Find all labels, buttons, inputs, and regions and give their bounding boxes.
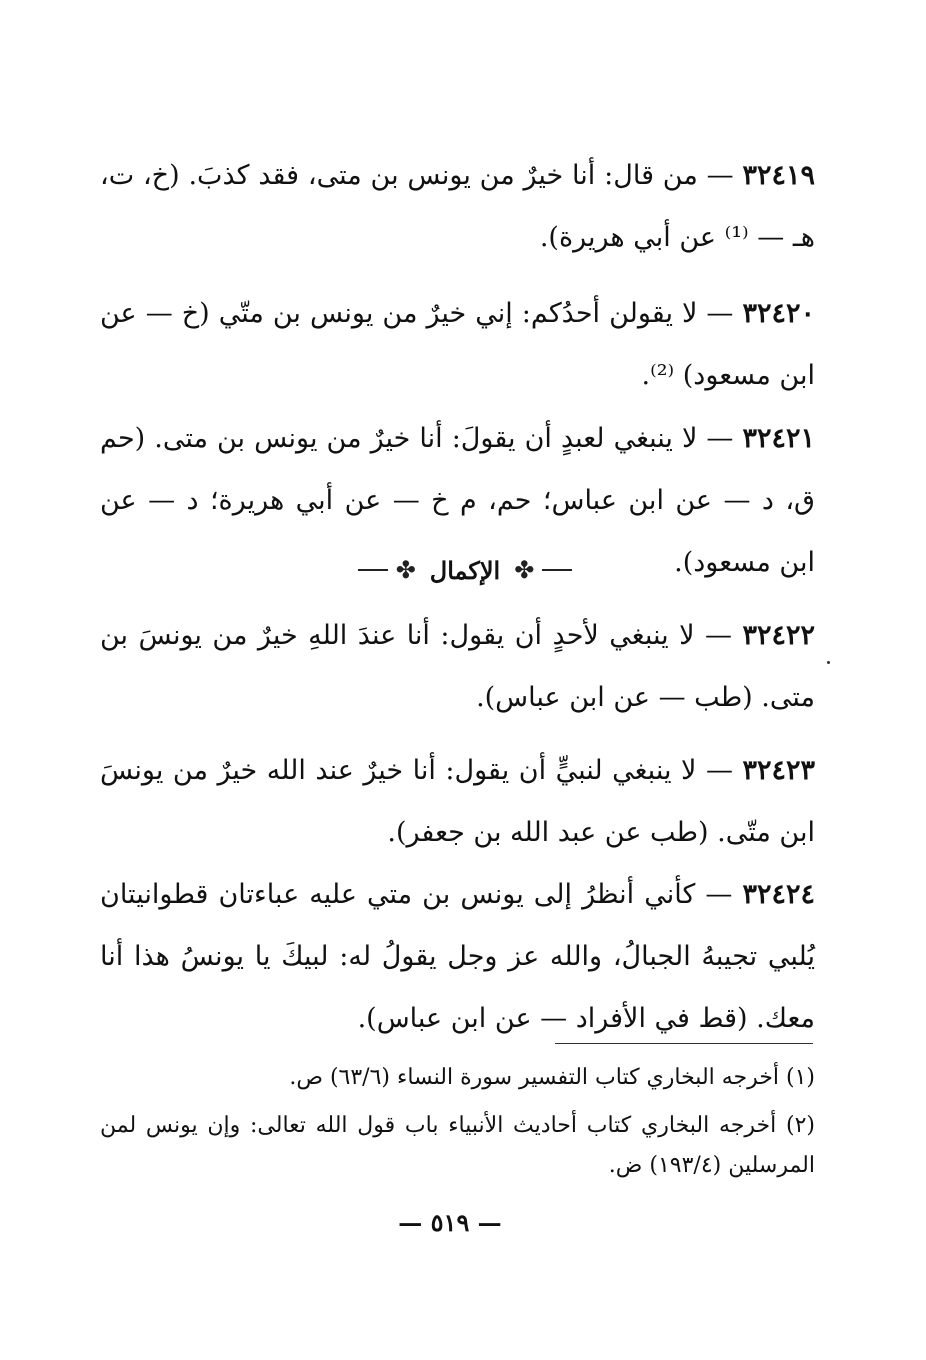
ornament-icon: ✤: [395, 556, 416, 584]
hadith-entry: [100, 740, 815, 864]
footnote: (١) أخرجه البخاري كتاب التفسير سورة النساء (٦٣/٦) ص.: [289, 1065, 815, 1090]
hadith-text: — لا ينبغي لعبدٍ أن يقولَ: أنا خيرٌ من يونس بن متى. (حم ق، د — عن ابن عباس؛ حم، م خ — عن أبي هريرة؛ د — عن ابن مسعود).: [100, 423, 815, 578]
footnote: (٢) أخرجه البخاري كتاب أحاديث الأنبياء باب قول الله تعالى: وإن يونس لمن المرسلين (١٩٣/٤) ض.: [100, 1113, 815, 1178]
hadith-entry: [100, 605, 815, 729]
hadith-entry: [100, 283, 815, 407]
hadith-text: — لا ينبغي لنبيٍّ أن يقول: أنا خيرٌ عند الله خيرٌ من يونسَ ابن متّى. (طب عن عبد الله بن جعفر).: [100, 755, 815, 848]
hadith-number: ٣٢٤٢٢: [742, 620, 815, 651]
section-title: الإكمال: [429, 555, 501, 585]
ornament-icon: ✤: [514, 556, 535, 584]
hadith-number: ٣٢٤٢١: [742, 423, 815, 454]
footnote-separator: [555, 1043, 813, 1044]
hadith-number: ٣٢٤٢٤: [742, 879, 815, 910]
hadith-number: ٣٢٤١٩: [742, 160, 815, 191]
hadith-text: — كأني أنظرُ إلى يونس بن متي عليه عباءتان قطوانيتان يُلبي تجيبهُ الجبالُ، والله عز وجل يقولُ له: لبيكَ يا يونسُ هذا أنا معك. (قط في الأفراد — عن ابن عباس).: [100, 879, 815, 1034]
hadith-text: — من قال: أنا خيرٌ من يونس بن متى، فقد كذبَ. (خ، ت، هـ — ⁽¹⁾ عن أبي هريرة).: [100, 160, 815, 253]
hadith-number: ٣٢٤٢٠: [742, 298, 815, 329]
margin-mark: [827, 661, 830, 664]
divider: [358, 569, 388, 571]
footnotes: [100, 1058, 815, 1194]
page-number: — ٥١٩ —: [398, 1208, 502, 1237]
hadith-entry: [100, 145, 815, 269]
hadith-number: ٣٢٤٢٣: [742, 755, 815, 786]
hadith-text: — لا ينبغي لأحدٍ أن يقول: أنا عندَ اللهِ خيرٌ من يونسَ بن متى. (طب — عن ابن عباس).: [100, 620, 815, 713]
divider: [542, 569, 572, 571]
section-heading: [330, 548, 600, 592]
hadith-entry: [100, 864, 815, 1050]
hadith-text: — لا يقولن أحدُكم: إني خيرٌ من يونس بن متّي (خ — عن ابن مسعود) ⁽²⁾.: [100, 298, 815, 391]
